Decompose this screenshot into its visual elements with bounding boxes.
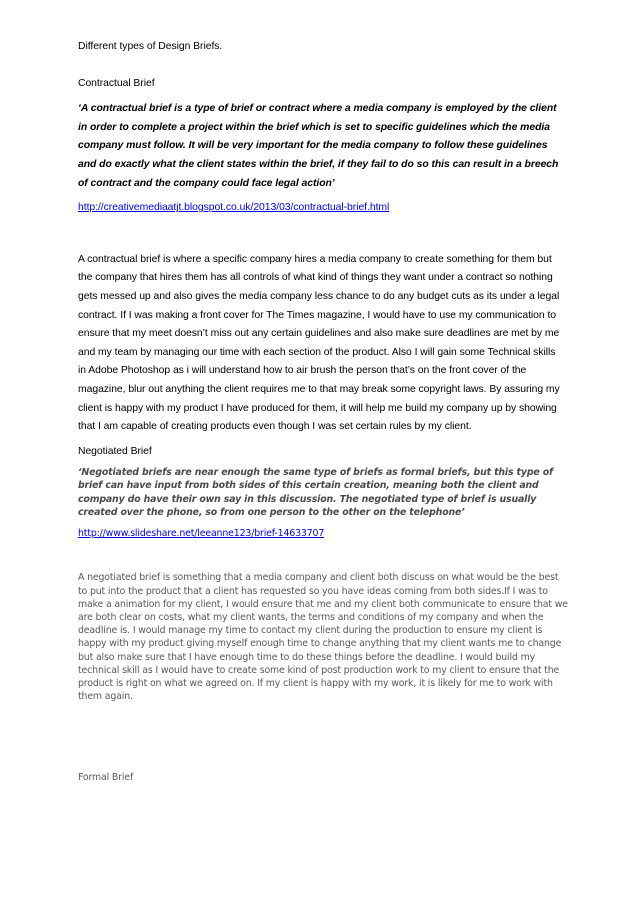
contractual-brief-body: A contractual brief is where a specific company hires a media company to create something for them but the company that hires them has all controls of what kind of things they want under a contract so nothing gets messed up and also gives the media company less chance to do any budget cuts as its under a legal contract. If I was making a front cover for The Times magazine, I would have to use my communication to ensure that my meet doesn’t miss out any certain guidelines and also make sure deadlines are met by me and my team by managing our time with each section of the product. Also I will gain some Technical skills in Adobe Photoshop as i will understand how to air brush the person that’s on the front cover of the magazine, blur out anything the client requires me to that may break some copyright laws. By assuring my client is happy with my product I have produced for them, it will help me build my company up by showing that I am capable of creating products even though I was set certain rules by my client. bbox=[78, 253, 560, 433]
negotiated-brief-heading: Negotiated Brief bbox=[78, 445, 152, 457]
formal-brief-heading: Formal Brief bbox=[78, 772, 134, 784]
contractual-brief-quote: ‘A contractual brief is a type of brief or contract where a media company is employed by the client in order to complete a project within the brief which is set to specific guidelines which the media company must follow. It will be very important for the media company to follow these guidelines and do exactly what the client states within the brief, if they fail to do so this can result in a breech of contract and the company could face legal action’ bbox=[78, 103, 559, 189]
negotiated-brief-body: A negotiated brief is something that a media company and client both discuss on what would be the best to put into the product that a client has requested so you have ideas coming from both sides.If I was to make a animation for my client, I would ensure that me and my client both communicate to ensure that we are both clear on costs, what my client wants, the terms and conditions of my company and when the deadline is. I would manage my time to contact my client during the production to ensure my client is happy with my product giving myself enough time to change anything that my client wants me to change but also make sure that I have enough time to do these things before the deadline. I would build my technical skill as I would have to create some kind of post production work to my client to ensure that the product is right on what we agreed on. If my client is happy with my work, it is likely for me to work with them again. bbox=[78, 572, 568, 703]
contractual-brief-heading: Contractual Brief bbox=[78, 77, 155, 89]
document-title: Different types of Design Briefs. bbox=[78, 41, 223, 52]
negotiated-brief-link[interactable]: http://www.slideshare.net/leeanne123/brief-14633707 bbox=[78, 528, 325, 540]
document-page bbox=[78, 38, 568, 785]
negotiated-brief-quote: ‘Negotiated briefs are near enough the same type of briefs as formal briefs, but this type of brief can have input from both sides of this certain creation, meaning both the client and company do have their own say in this discussion. The negotiated type of brief is usually created over the phone, so from one person to the other on the telephone’ bbox=[78, 467, 553, 518]
contractual-brief-link[interactable]: http://creativemediaatjt.blogspot.co.uk/2013/03/contractual-brief.html bbox=[78, 202, 390, 214]
